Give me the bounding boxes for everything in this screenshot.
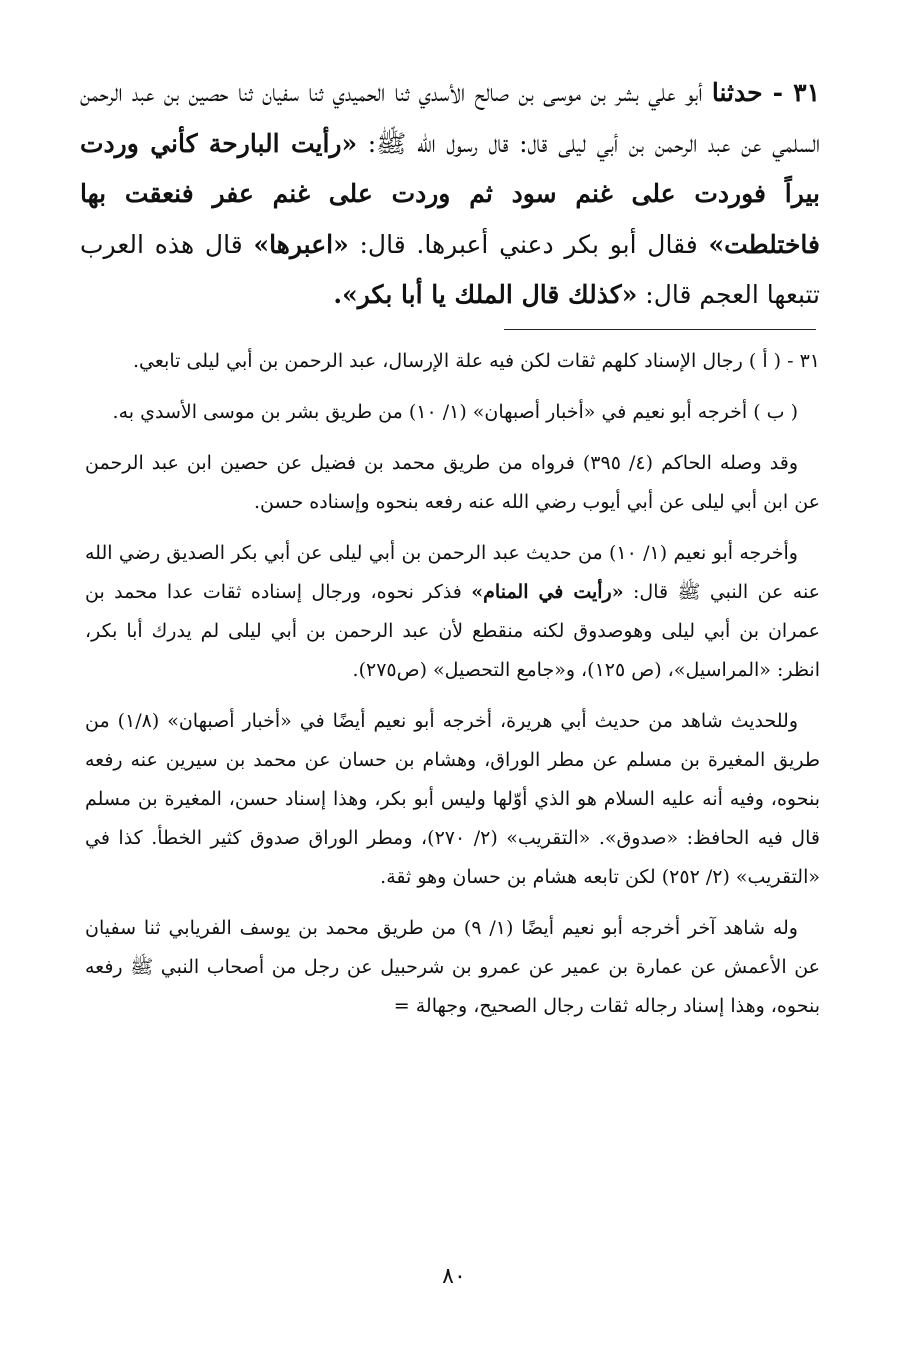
footnote-paragraph-a: ٣١ - ( أ ) رجال الإسناد كلهم ثقات لكن فيه علة الإرسال، عبد الرحمن بن أبي ليلى تابعي. — [133, 350, 820, 372]
isnad-text: أبو علي بشر بن موسى بن صالح الأسدي ثنا الحميدي ثنا سفيان ثنا حصين بن عبد الرحمن السلمي عن عبد الرحمن بن أبي ليلى قال: قال رسول الله ﷺ: — [80, 78, 820, 158]
hadith-main-text — [80, 68, 820, 321]
narration-text: فقال أبو بكر دعني أعبرها. قال: — [348, 229, 709, 259]
footnote-quote: «رأيت في المنام» — [471, 581, 624, 603]
footnote-paragraph-abu-hurayra: وللحديث شاهد من حديث أبي هريرة، أخرجه أبو نعيم أيضًا في «أخبار أصبهان» (١/٨) من طريق المغيرة بن مسلم عن مطر الوراق، وهشام بن حسان عن محمد بن سيرين عنه رفعه بنحوه، وفيه أنه عليه السلام هو الذي أوّلها وليس أبو بكر، وهذا إسناد حسن، المغيرة بن مسلم قال فيه الحافظ: «صدوق». «التقريب» (٢/ ٢٧٠)، ومطر الوراق صدوق كثير الخطأ. كذا في «التقريب» (٢/ ٢٥٢) لكن تابعه هشام بن حسان وهو ثقة. — [85, 710, 820, 888]
hadith-quote-interpret: «اعبرها» — [253, 229, 349, 259]
hadith-quote-angel: «كذلك قال الملك يا أبا بكر». — [333, 280, 638, 309]
hadith-number: ٣١ - حدثنا — [711, 78, 820, 107]
page-number: ٨٠ — [442, 1264, 466, 1289]
footnote-paragraph-hakim: وقد وصله الحاكم (٤/ ٣٩٥) فرواه من طريق محمد بن فضيل عن حصين ابن عبد الرحمن عن ابن أبي ليلى عن أبي أيوب رضي الله عنه رفعه بنحوه وإسناده حسن. — [85, 452, 820, 513]
narration-text-2: قال هذه العرب تتبعها العجم قال: — [80, 229, 820, 309]
footnote-divider — [0, 329, 908, 330]
hadith-quote-dream: «رأيت البارحة كأني وردت بيراً فوردت على غنم سود ثم وردت على غنم عفر فنعقت بها فاختلطت» — [80, 128, 820, 259]
footnote-paragraph-b: ( ب ) أخرجه أبو نعيم في «أخبار أصبهان» (١/ ١٠) من طريق بشر بن موسى الأسدي به. — [112, 401, 798, 423]
footnote-paragraph-abu-nuaym: وأخرجه أبو نعيم (١/ ١٠) من حديث عبد الرحمن بن أبي ليلى عن أبي بكر الصديق رضي الله عنه عن النبي ﷺ قال: «رأيت في المنام» فذكر نحوه، ورجال إسناده ثقات عدا محمد بن عمران بن أبي ليلى وهوصدوق لكنه منقطع لأن عبد الرحمن بن أبي ليلى لم يدرك أبا بكر، انظر: «المراسيل»، (ص ١٢٥)، و«جامع التحصيل» (ص٢٧٥). — [85, 542, 821, 681]
footnotes — [85, 342, 820, 1038]
footnote-paragraph-another-witness: وله شاهد آخر أخرجه أبو نعيم أيضًا (١/ ٩) من طريق محمد بن يوسف الفريابي ثنا سفيان عن الأعمش عن عمارة بن عمير عن عمرو بن شرحبيل عن رجل من أصحاب النبي ﷺ رفعه بنحوه، وهذا إسناد رجاله ثقات رجال الصحيح، وجهالة = — [85, 917, 820, 1017]
